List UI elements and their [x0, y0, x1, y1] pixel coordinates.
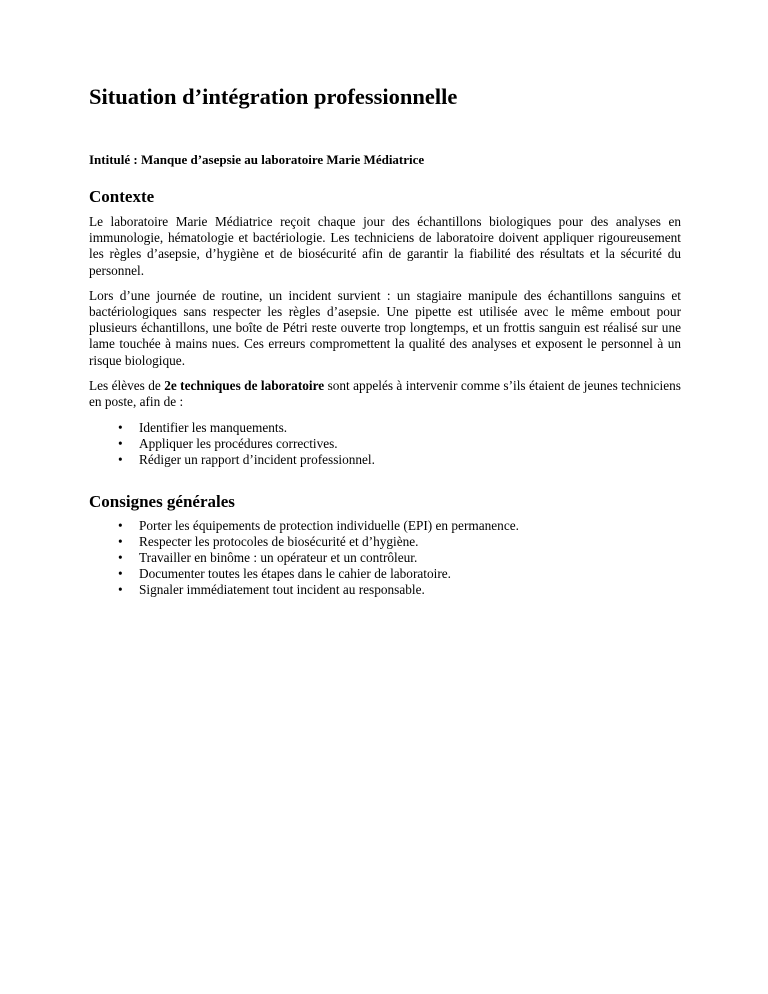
list-item [89, 534, 681, 550]
list-item-text: Identifier les manquements. [139, 420, 288, 436]
list-item [89, 566, 681, 582]
intitule: Intitulé : Manque d’asepsie au laboratoire Marie Médiatrice [89, 152, 425, 167]
bullet-icon: • [118, 582, 123, 598]
list-item-text: Signaler immédiatement tout incident au responsable. [139, 582, 425, 598]
document-title: Situation d’intégration professionnelle [89, 84, 458, 109]
text: Les élèves de [89, 377, 165, 393]
objectives-list [89, 420, 681, 468]
paragraph-contexte-1: Le laboratoire Marie Médiatrice reçoit chaque jour des échantillons biologiques pour des analyses en immunologie, hématologie et bactériologie. Les techniciens de laboratoire doivent appliquer rigoureusement les règles d’asepsie, d’hygiène et de biosécurité afin de garantir la fiabilité des résultats et la sécurité du personnel. [89, 214, 681, 278]
list-item-text: Respecter les protocoles de biosécurité et d’hygiène. [139, 534, 419, 550]
text: sont appelés à intervenir comme s’ils étaient de jeunes techniciens en poste, afin de : [89, 377, 681, 410]
bullet-icon: • [118, 566, 123, 582]
heading-consignes: Consignes générales [89, 492, 235, 512]
list-item [89, 452, 681, 468]
bullet-icon: • [118, 436, 123, 452]
bold-class-name: 2e techniques de laboratoire [164, 377, 325, 393]
paragraph-contexte-3 [89, 378, 681, 410]
list-item [89, 582, 681, 598]
bullet-icon: • [118, 550, 123, 566]
list-item-text: Rédiger un rapport d’incident professionnel. [139, 452, 375, 468]
document-page [89, 0, 681, 598]
heading-contexte: Contexte [89, 187, 155, 206]
list-item [89, 550, 681, 566]
list-item [89, 420, 681, 436]
consignes-list [89, 518, 681, 598]
paragraph-contexte-2: Lors d’une journée de routine, un incident survient : un stagiaire manipule des échantillons sanguins et bactériologiques sans respecter les règles d’asepsie. Une pipette est utilisée avec le même embout pour plusieurs échantillons, une boîte de Pétri reste ouverte trop longtemps, et un frottis sanguin est réalisé sur une lame touchée à mains nues. Ces erreurs compromettent la qualité des analyses et exposent le personnel à un risque biologique. [89, 287, 681, 368]
list-item-text: Appliquer les procédures correctives. [139, 436, 338, 452]
bullet-icon: • [118, 420, 123, 436]
list-item-text: Documenter toutes les étapes dans le cahier de laboratoire. [139, 566, 451, 582]
list-item [89, 518, 681, 534]
bullet-icon: • [118, 518, 123, 534]
bullet-icon: • [118, 452, 123, 468]
list-item [89, 436, 681, 452]
list-item-text: Porter les équipements de protection individuelle (EPI) en permanence. [139, 518, 519, 534]
list-item-text: Travailler en binôme : un opérateur et un contrôleur. [139, 550, 418, 566]
bullet-icon: • [118, 534, 123, 550]
